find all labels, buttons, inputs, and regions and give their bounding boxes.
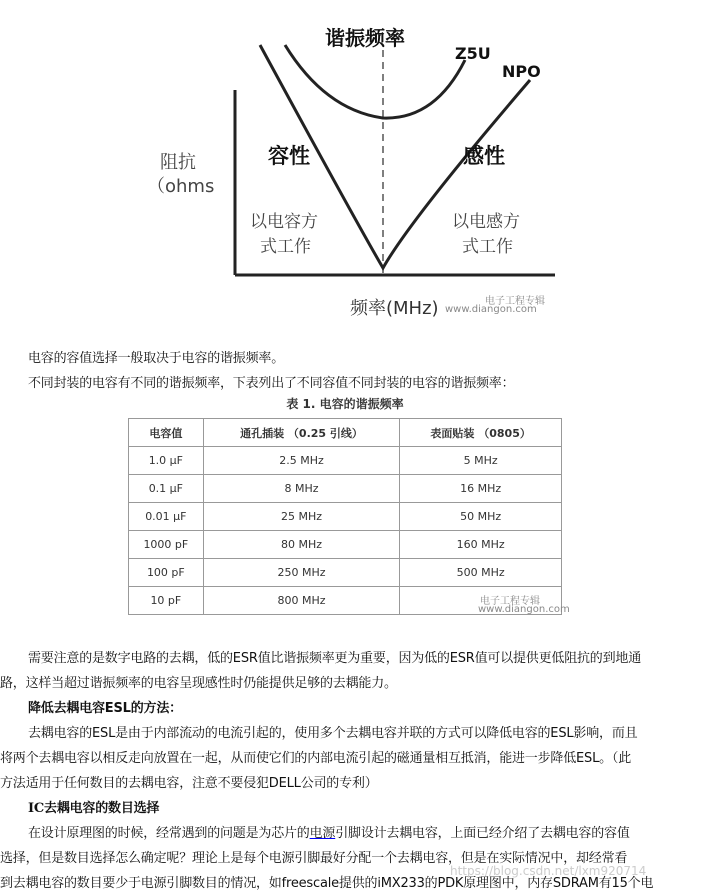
cell: 800 MHz — [203, 587, 400, 615]
paragraph-line: 将两个去耦电容以相反走向放置在一起，从而使它们的内部电流引起的磁通量相互抵消，能进一步降低ESL。（此 — [0, 751, 632, 766]
table-row — [129, 447, 562, 475]
section-heading: IC去耦电容的数目选择 — [28, 801, 160, 816]
right-desc-2: 式工作 — [462, 237, 513, 257]
inductive-label: 感性 — [463, 144, 505, 168]
paragraph-text: 在设计原理图的时候，经常遇到的问题是为芯片的 — [28, 826, 310, 841]
cell: 500 MHz — [400, 559, 562, 587]
figure-title: 谐振频率 — [325, 26, 405, 50]
watermark: 电子工程专辑 — [485, 296, 545, 307]
table-watermark: 电子工程专辑 — [480, 596, 540, 607]
watermark-url: www.diangon.com — [445, 304, 537, 315]
table-row — [129, 559, 562, 587]
left-desc: 以电容方 — [250, 212, 318, 232]
y-label-unit: （ohms — [147, 176, 215, 197]
cell: 2.5 MHz — [203, 447, 400, 475]
header-cell: 通孔插装 （0.25 引线） — [203, 419, 400, 447]
paragraph-line: 去耦电容的ESL是由于内部流动的电流引起的，使用多个去耦电容并联的方式可以降低电容的ESL影响，而且 — [28, 726, 638, 741]
cell: 10 pF — [129, 587, 204, 615]
cell: 80 MHz — [203, 531, 400, 559]
cell: 100 pF — [129, 559, 204, 587]
npo-label: NPO — [502, 62, 541, 81]
header-cell: 电容值 — [129, 419, 204, 447]
cell: 50 MHz — [400, 503, 562, 531]
table-watermark-url: www.diangon.com — [478, 604, 570, 615]
z5u-curve — [285, 45, 465, 118]
table-header-row — [129, 419, 562, 447]
capacitive-label: 容性 — [268, 144, 310, 168]
table-title: 表 1. 电容的谐振频率 — [286, 397, 404, 411]
paragraph-line: 选择，但是数目选择怎么确定呢？理论上是每个电源引脚最好分配一个去耦电容，但是在实际情况中，却经常看 — [0, 851, 628, 866]
csdn-watermark: https://blog.csdn.net/lxm920714 — [450, 864, 647, 878]
cell: 1.0 µF — [129, 447, 204, 475]
cell: 16 MHz — [400, 475, 562, 503]
header-cell: 表面贴装 （0805） — [400, 419, 562, 447]
cell: 1000 pF — [129, 531, 204, 559]
cell: 25 MHz — [203, 503, 400, 531]
right-desc: 以电感方 — [452, 212, 520, 232]
paragraph-line: 需要注意的是数字电路的去耦，低的ESR值比谐振频率更为重要，因为低的ESR值可以提供更低阻抗的到地通 — [28, 651, 641, 666]
cell: 0.1 µF — [129, 475, 204, 503]
impedance-frequency-figure — [147, 0, 570, 325]
cell: 160 MHz — [400, 531, 562, 559]
intro-line: 电容的容值选择一般取决于电容的谐振频率。 — [28, 351, 285, 366]
z5u-label: Z5U — [455, 44, 491, 63]
left-desc-2: 式工作 — [260, 237, 311, 257]
table-row — [129, 531, 562, 559]
x-label: 频率(MHz) — [350, 298, 439, 319]
cell: 250 MHz — [203, 559, 400, 587]
cell: 5 MHz — [400, 447, 562, 475]
paragraph-line: 到去耦电容的数目要少于电源引脚数目的情况，如freescale提供的iMX233的PDK原理图中，内存SDRAM有15个电 — [0, 876, 654, 891]
paragraph-text: 引脚设计去耦电容，上面已经介绍了去耦电容的容值 — [335, 826, 630, 841]
section-heading: 降低去耦电容ESL的方法： — [28, 701, 182, 716]
resonance-table — [128, 418, 562, 615]
y-label: 阻抗 — [160, 152, 196, 173]
power-link[interactable]: 电源 — [309, 826, 336, 841]
paragraph-line: 方法适用于任何数目的去耦电容，注意不要侵犯DELL公司的专利） — [0, 776, 378, 791]
cell: 0.01 µF — [129, 503, 204, 531]
cell: 8 MHz — [203, 475, 400, 503]
paragraph-line: 路，这样当超过谐振频率的电容呈现感性时仍能提供足够的去耦能力。 — [0, 676, 397, 691]
intro-line: 不同封装的电容有不同的谐振频率，下表列出了不同容值不同封装的电容的谐振频率： — [28, 376, 515, 391]
table-row — [129, 503, 562, 531]
table-row — [129, 475, 562, 503]
